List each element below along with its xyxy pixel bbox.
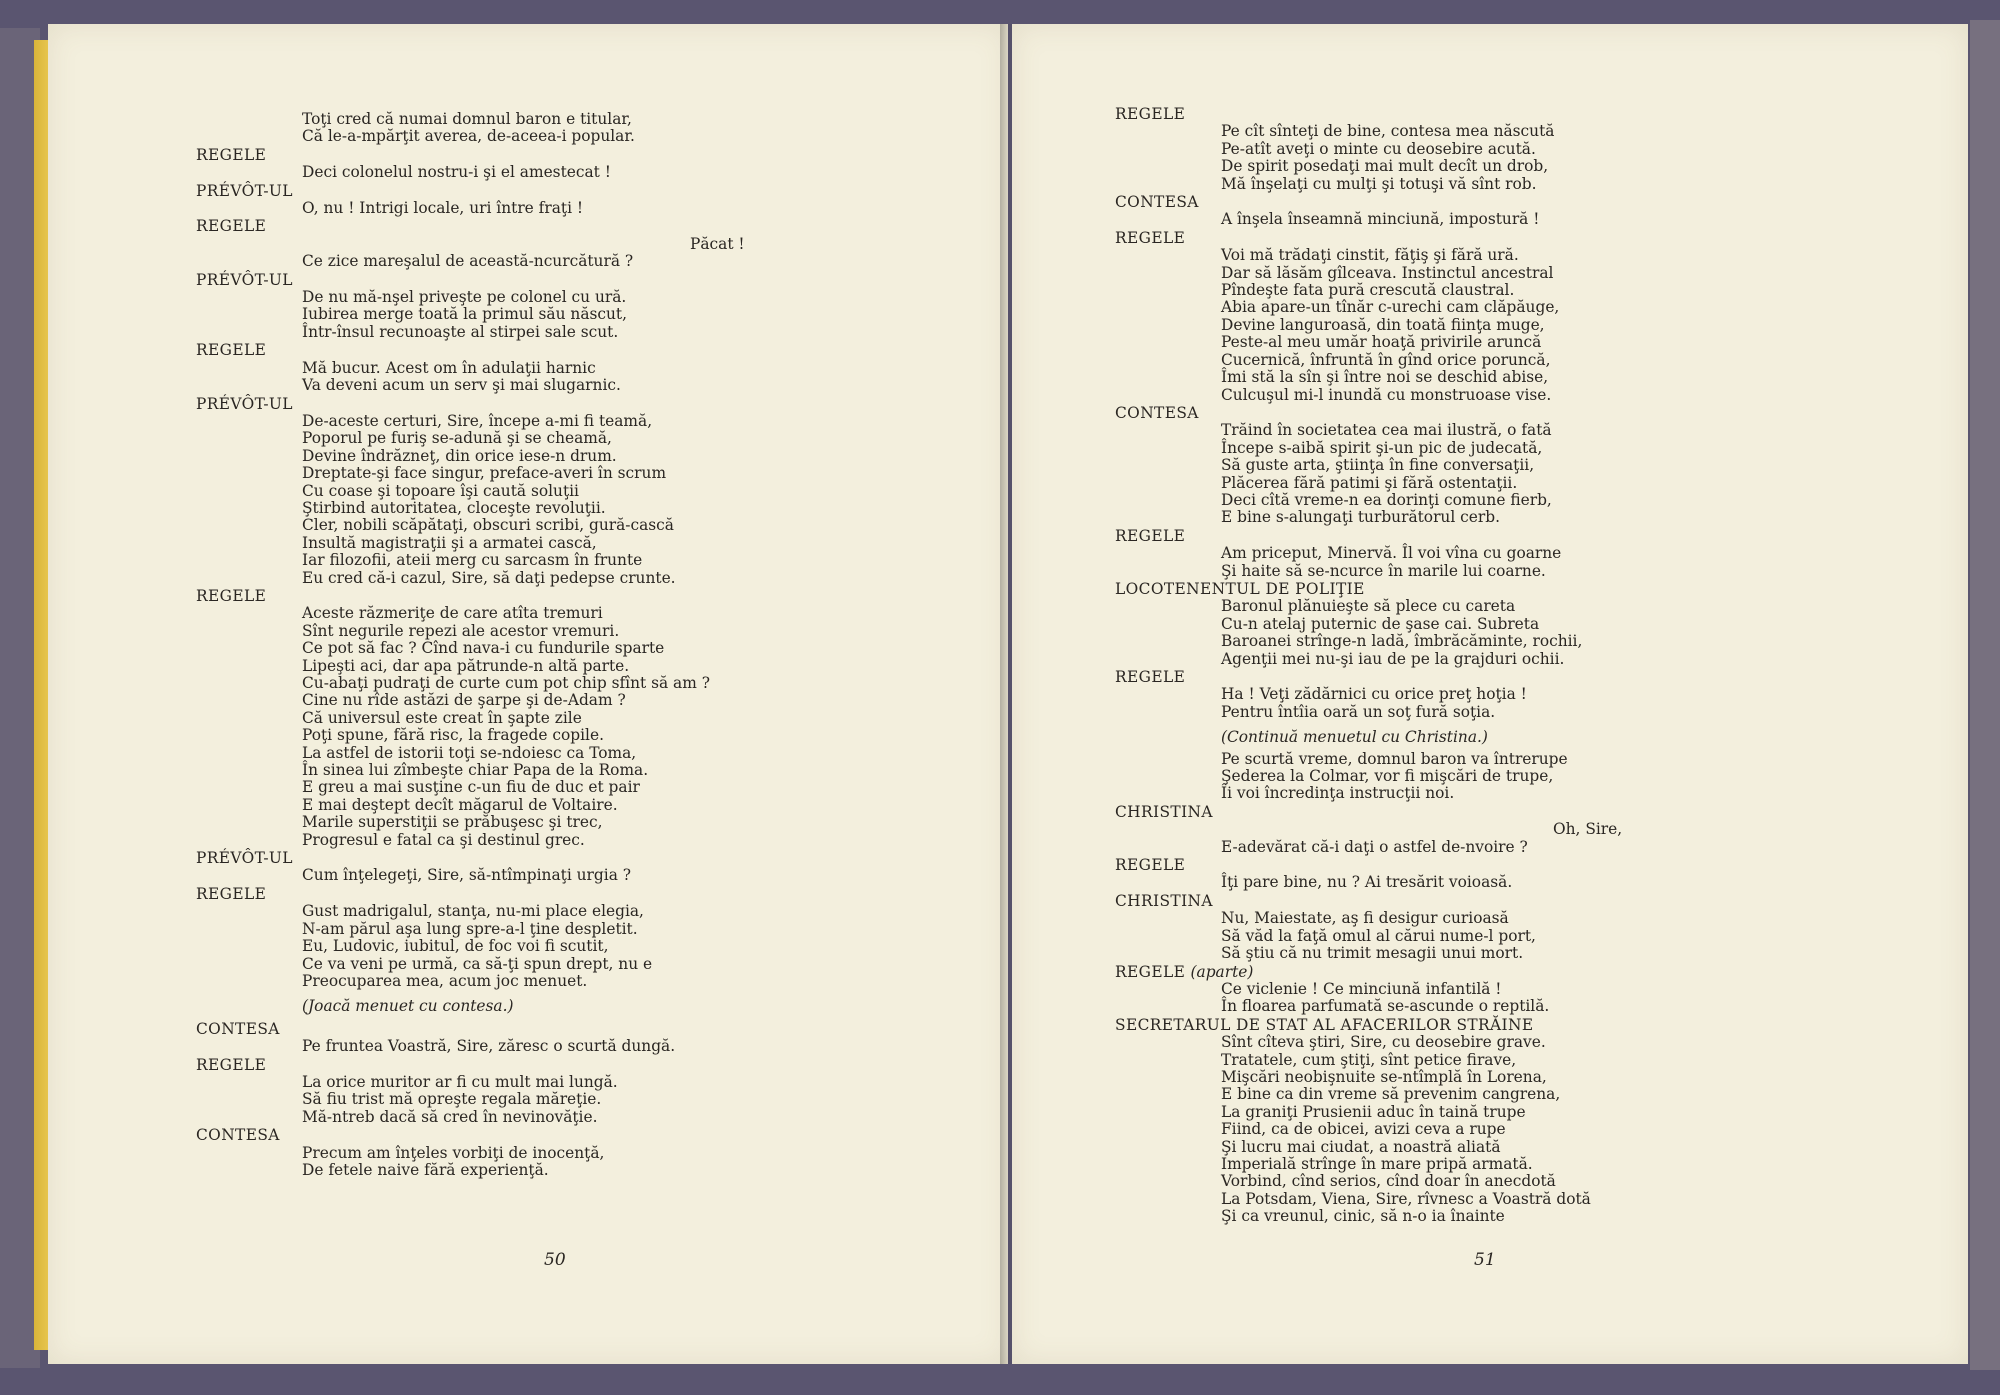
verse-line: Mă-ntreb dacă să cred în nevinovăţie. [302,1107,598,1126]
speaker-name: REGELE [1115,105,1186,123]
verse-line: Iar filozofii, ateii merg cu sarcasm în frunte [302,551,643,570]
verse-line: Pe cît sînteţi de bine, contesa mea născută [1221,122,1555,141]
verse-line: Mă înşelaţi cu mulţi şi totuşi vă sînt rob. [1221,174,1537,193]
verse-line: Deci colonelul nostru-i şi el amestecat ! [302,163,611,182]
verse-line: Baronul plănuieşte să plece cu careta [1221,597,1516,616]
verse-line: Toţi cred că numai domnul baron e titular, [302,110,632,128]
speaker-name: PRÉVÔT-UL [196,270,293,289]
verse-line: Agenţii mei nu-şi iau de pe la grajduri ochii. [1221,649,1565,668]
verse-line: O, nu ! Intrigi locale, uri între fraţi ! [302,199,584,218]
verse-line: Ce viclenie ! Ce minciună infantilă ! [1221,979,1502,998]
verse-line: Că le-a-mpărţit averea, de-aceea-i popular. [302,127,635,146]
verse-line: Eu, Ludovic, iubitul, de foc voi fi scutit, [302,937,609,956]
verse-line: Marile superstiţii se prăbuşesc şi trec, [302,813,603,832]
verse-line: La astfel de istorii toţi se-ndoiesc ca Toma, [302,743,637,762]
verse-line: Să fiu trist mă opreşte regala măreţie. [302,1090,602,1109]
speaker-name: CONTESA [196,1126,280,1145]
verse-line: Cu-abaţi pudraţi de curte cum pot chip sfînt să am ? [302,674,710,692]
verse-line: Îi voi încredinţa instrucţii noi. [1221,784,1455,803]
stage-direction: (Joacă menuet cu contesa.) [302,997,514,1016]
verse-line: Eu cred că-i cazul, Sire, să daţi pedepse crunte. [302,568,676,587]
right-page-text [1115,106,1622,1227]
verse-line: Baroanei strînge-n ladă, îmbrăcăminte, rochii, [1221,632,1583,651]
verse-line: Preocuparea mea, acum joc menuet. [302,971,588,990]
verse-line: Deci cîtă vreme-n ea dorinţi comune fierb, [1221,490,1552,509]
verse-line: Devine languroasă, din toată fiinţa muge, [1221,315,1545,334]
verse-line: Abia apare-un tînăr c-urechi cam clăpăuge, [1221,298,1560,317]
speaker-name: PRÉVÔT-UL [196,394,293,413]
speaker-name: CONTESA [1115,193,1199,212]
page-number-right: 51 [1474,1250,1496,1270]
left-page-text [196,111,745,1180]
speaker-name: LOCOTENENTUL DE POLIŢIE [1115,579,1365,598]
verse-line: Şi haite să se-ncurce în marile lui coarne. [1221,561,1546,580]
verse-line: E bine s-alungaţi turburătorul cerb. [1221,508,1500,527]
verse-line: De-aceste certuri, Sire, începe a-mi fi teamă, [302,411,653,430]
verse-line: Să văd la faţă omul al cărui nume-l port, [1221,926,1536,945]
verse-line: Vorbind, cînd serios, cînd doar în anecdotă [1221,1172,1556,1191]
verse-line: Mă bucur. Acest om în adulaţii harnic [302,358,596,377]
verse-line: Ce va veni pe urmă, ca să-ţi spun drept, nu e [302,954,653,973]
verse-line: În sinea lui zîmbeşte chiar Papa de la Roma. [302,761,649,780]
verse-line: Cu coase şi topoare îşi caută soluţii [302,481,579,500]
verse-line: Dar să lăsăm gîlceava. Instinctul ancestral [1221,263,1554,282]
stage-aside: (aparte) [1190,962,1254,981]
verse-line: Voi mă trădaţi cinstit, făţiş şi fără ură. [1221,246,1519,265]
verse-line: La Potsdam, Viena, Sire, rîvnesc a Voastră dotă [1221,1189,1591,1208]
verse-line: Va deveni acum un serv şi mai slugarnic. [302,376,621,395]
speaker-name: PRÉVÔT-UL [196,849,293,868]
verse-line: Poţi spune, fără risc, la fragede copile. [302,726,604,745]
verse-line: Ştirbind autoritatea, cloceşte revoluţii. [302,498,606,517]
left-page [48,24,1008,1364]
verse-line: Să ştiu că nu trimit mesagii unui mort. [1221,944,1524,963]
verse-line: Pe fruntea Voastră, Sire, zăresc o scurtă dungă. [302,1037,676,1056]
verse-line: Dreptate-şi face singur, preface-averi în scrum [302,464,667,483]
verse-line: N-am părul aşa lung spre-a-l ţine despletit. [302,919,638,938]
book-cover-right [1970,20,2000,1370]
right-page [1012,24,1968,1364]
verse-line: E mai deştept decît măgarul de Voltaire. [302,795,618,814]
verse-line: Plăcerea fără patimi şi fără ostentaţii. [1221,473,1518,492]
verse-line: Ha ! Veţi zădărnici cu orice preţ hoţia ! [1221,685,1527,704]
verse-line: Să guste arta, ştiinţa în fine conversaţii, [1221,456,1535,475]
speaker-name: REGELE [196,884,267,903]
speaker-name: REGELE [196,1055,267,1074]
verse-line: Tratatele, cum ştiţi, sînt petice firave, [1221,1050,1517,1069]
verse-line: Trăind în societatea cea mai ilustră, o fată [1221,421,1552,440]
verse-line: Imperială strînge în mare pripă armată. [1221,1154,1533,1173]
verse-line: Şederea la Colmar, vor fi mişcări de trupe, [1221,767,1554,786]
verse-line: Precum am înţeles vorbiţi de inocenţă, [302,1143,605,1162]
verse-line: Poporul pe furiş se-adună şi se cheamă, [302,429,612,448]
verse-line: Şi lucru mai ciudat, a noastră aliată [1221,1137,1501,1156]
verse-line: Pentru întîia oară un soţ fură soţia. [1221,702,1496,721]
verse-line: Fiind, ca de obicei, avizi ceva a rupe [1221,1120,1506,1139]
verse-line: Şi ca vreunul, cinic, să n-o ia înainte [1221,1207,1505,1226]
verse-line: Cu-n atelaj puternic de şase cai. Subreta [1221,614,1540,633]
verse-line: Sînt cîteva ştiri, Sire, cu deosebire grave. [1221,1033,1546,1052]
verse-line: A înşela înseamnă minciună, impostură ! [1221,210,1540,229]
verse-line: Devine îndrăzneţ, din orice iese-n drum. [302,446,617,465]
verse-line: Am priceput, Minervă. Îl voi vîna cu goarne [1221,544,1562,563]
verse-line: Cler, nobili scăpătaţi, obscuri scribi, gură-cască [302,516,674,535]
verse-line: Lipeşti aci, dar apa pătrunde-n altă parte. [302,656,630,675]
verse-line: Îţi pare bine, nu ? Ai tresărit voioasă. [1221,873,1513,892]
verse-line: Cine nu rîde astăzi de şarpe şi de-Adam ? [302,691,626,710]
speaker-name: REGELE [196,217,267,236]
verse-line: Pîndeşte fata pură crescută claustral. [1221,281,1515,300]
verse-line: Cum înţelegeţi, Sire, să-ntîmpinaţi urgia ? [302,866,632,885]
verse-line: Peste-al meu umăr hoaţă privirile aruncă [1221,333,1542,352]
speaker-name: REGELE (aparte) [1115,962,1254,981]
verse-line: La graniţi Prusienii aduc în taină trupe [1221,1102,1526,1121]
speaker-name: SECRETARUL DE STAT AL AFACERILOR STRĂINE [1115,1015,1534,1034]
speaker-name: REGELE [1115,856,1186,875]
verse-line: În floarea parfumată se-ascunde o reptilă. [1221,997,1550,1016]
speaker-name: REGELE [1115,526,1186,545]
verse-line: E greu a mai susţine c-un fiu de duc et pair [302,778,640,797]
verse-line: Pe-atît aveţi o minte cu deosebire acută. [1221,139,1536,158]
verse-line: Culcuşul mi-l inundă cu monstruoase vise. [1221,385,1552,404]
verse-line: Mişcări neobişnuite se-ntîmplă în Lorena, [1221,1067,1547,1086]
speaker-name: PRÉVÔT-UL [196,181,293,200]
verse-line: E bine ca din vreme să prevenim cangrena, [1221,1085,1561,1104]
verse-line: Aceste răzmeriţe de care atîta tremuri [302,604,603,623]
verse-line: Pe scurtă vreme, domnul baron va întrerupe [1221,749,1568,768]
verse-line: Iubirea merge toată la primul său născut, [302,305,628,324]
speaker-name: CHRISTINA [1115,802,1213,821]
verse-line: Sînt negurile repezi ale acestor vremuri. [302,621,620,640]
verse-line: Păcat ! [690,234,745,253]
stage-direction: (Continuă menuetul cu Christina.) [1221,728,1488,747]
verse-line: Insultă magistraţii şi a armatei cască, [302,533,597,552]
verse-line: De fetele naive fără experienţă. [302,1160,549,1179]
speaker-name: REGELE [196,341,267,360]
speaker-name: CHRISTINA [1115,891,1213,910]
verse-line: La orice muritor ar fi cu mult mai lungă. [302,1072,618,1091]
verse-line: De spirit posedaţi mai mult decît un drob, [1221,157,1549,176]
speaker-name: REGELE [1115,668,1186,686]
verse-line: Îmi stă la sîn şi între noi se deschid abise, [1221,368,1549,387]
verse-line: Că universul este creat în şapte zile [302,708,582,727]
verse-line: Începe s-aibă spirit şi-un pic de judecată, [1221,438,1543,457]
verse-line: Ce pot să fac ? Cînd nava-i cu fundurile sparte [302,639,665,658]
speaker-name: REGELE [1115,228,1186,247]
verse-line: Cucernică, înfruntă în gînd orice poruncă, [1221,350,1551,369]
verse-line: Progresul e fatal ca şi destinul grec. [302,830,585,849]
verse-line: De nu mă-nşel priveşte pe colonel cu ură. [302,288,627,307]
verse-line: E-adevărat că-i daţi o astfel de-nvoire ? [1221,837,1528,856]
speaker-name: REGELE [196,145,267,164]
verse-line: Într-însul recunoaşte al stirpei sale scut. [302,322,619,341]
speaker-name: REGELE [196,586,267,605]
verse-line: Oh, Sire, [1553,820,1623,839]
verse-line: Gust madrigalul, stanţa, nu-mi place elegia, [302,902,644,921]
speaker-name: CONTESA [1115,403,1199,422]
verse-line: Nu, Maiestate, aş fi desigur curioasă [1221,909,1509,928]
page-number-left: 50 [544,1250,566,1270]
verse-line: Ce zice mareşalul de această-ncurcătură ? [302,252,634,271]
speaker-name: CONTESA [196,1019,280,1038]
